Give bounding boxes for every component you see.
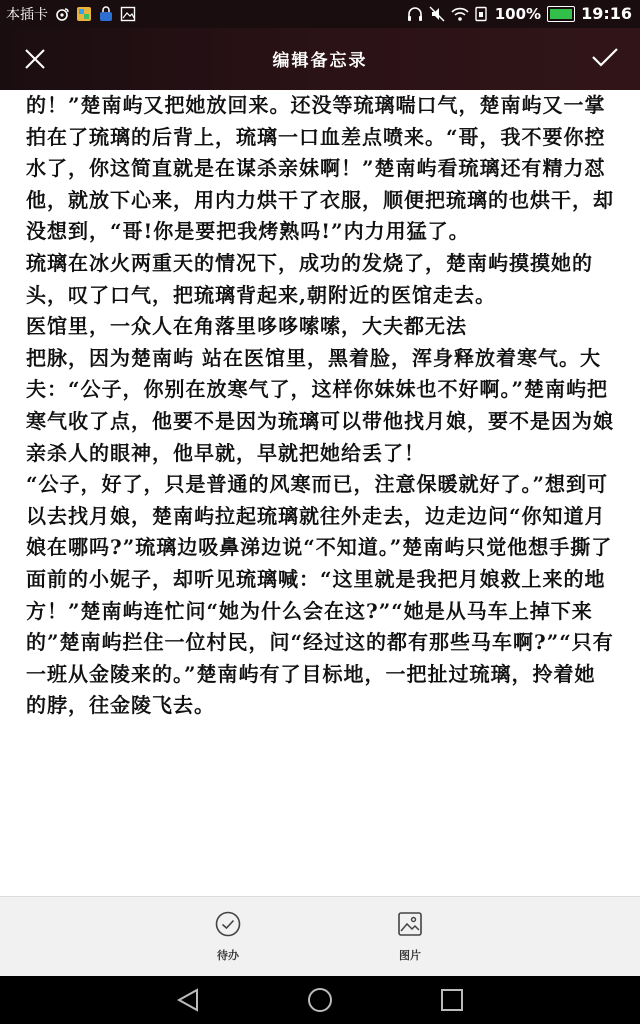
wifi-icon: [451, 6, 467, 22]
check-circle-icon: [215, 911, 241, 937]
page-title: 编辑备忘录: [272, 51, 368, 71]
bottom-toolbar: [0, 896, 640, 977]
home-circle-icon: [290, 985, 350, 1015]
memo-paragraph: 医馆里，一众人在角落里哆哆嗦嗦，大夫都无法: [26, 314, 467, 339]
memo-paragraph: “公子，好了，只是普通的风寒而已，注意保暖就好了。”想到可以去找月娘，楚南屿拉起琉璃就往外走去，边走边问“你知道月娘在哪吗?”琉璃边吸鼻涕边说“不知道。”楚南屿只觉他想手撕了面前的小妮子，却听见琉璃喊：“这里就是我把月娘救上来的地方！”楚南屿连忙问“她为什么会在这?”“她是从马车上掉下来的”楚南屿拦住一位村民，问“经过这的都有那些马车啊?”“只有一班从金陵来的。”楚南屿有了目标地，一把扯过琉璃，拎着她的脖，往金陵飞去。: [26, 472, 614, 718]
navigation-bar: [0, 976, 640, 1024]
battery-percent: 100%: [494, 4, 542, 23]
carrier-label: 本插卡: [6, 7, 48, 23]
back-triangle-icon: [157, 985, 217, 1015]
battery-icon: [547, 6, 575, 22]
back-button[interactable]: [157, 985, 217, 1015]
memo-paragraph: 把脉，因为楚南屿 站在医馆里，黑着脸，浑身释放着寒气。大夫：“公子，你别在放寒气了，这样你妹妹也不好啊。”楚南屿把寒气收了点，他要不是因为琉璃可以带他找月娘，要不是因为娘亲杀人的眼神，他早就，早就把她给丢了！: [26, 345, 614, 465]
image-notification-icon: [120, 6, 136, 22]
save-button[interactable]: [588, 40, 622, 74]
image-button[interactable]: [380, 911, 440, 963]
recent-apps-button[interactable]: [422, 985, 482, 1015]
memo-paragraph: 琉璃在冰火两重天的情况下，成功的发烧了，楚南屿摸摸她的头，叹了口气，把琉璃背起来,朝附近的医馆走去。: [26, 250, 593, 307]
memo-paragraph: 的！”楚南屿又把她放回来。还没等琉璃喘口气，楚南屿又一掌拍在了琉璃的后背上，琉璃一口血差点喷来。“哥，我不要你控水了，你这简直就是在谋杀亲妹啊！”楚南屿看琉璃还有精力怼他，就放下心来，用内力烘干了衣服，顺便把琉璃的也烘干，却没想到，“哥!你是要把我烤熟吗!”内力用猛了。: [26, 93, 614, 244]
todo-label: 待办: [217, 949, 239, 962]
headphones-icon: [407, 6, 423, 22]
clock: 19:16: [581, 4, 632, 23]
mute-icon: [429, 6, 445, 22]
home-button[interactable]: [290, 985, 350, 1015]
image-label: 图片: [399, 949, 421, 962]
memo-content[interactable]: [26, 90, 616, 722]
memo-editor[interactable]: [0, 90, 640, 896]
lock-app-icon: [98, 6, 114, 22]
recent-square-icon: [422, 985, 482, 1015]
todo-button[interactable]: [198, 911, 258, 963]
status-bar: [0, 0, 640, 28]
image-icon: [397, 911, 423, 937]
weibo-icon: [54, 6, 70, 22]
sim-icon: [473, 6, 489, 22]
title-bar: [0, 28, 640, 90]
gallery-app-icon: [76, 6, 92, 22]
check-icon: [591, 46, 619, 68]
